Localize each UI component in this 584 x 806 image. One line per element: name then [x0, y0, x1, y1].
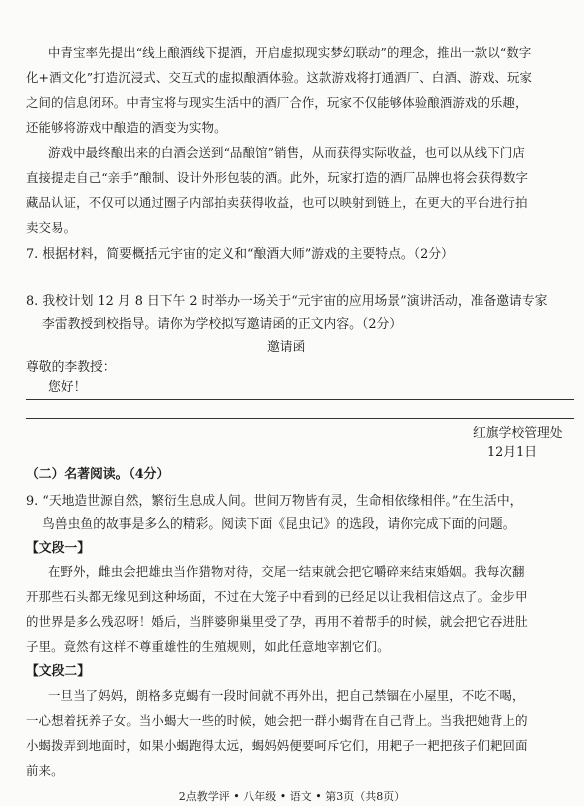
answer-line-1[interactable]: [26, 399, 574, 400]
question-9-line1: 9. “天地造世源自然，繁衍生息成人间。世间万物皆有灵，生命相依缘相伴。”在生活中，: [26, 494, 523, 509]
letter-signature: 红旗学校管理处: [473, 426, 563, 441]
material-para1-line4: 还能够将游戏中酿造的酒变为实物。: [26, 120, 227, 135]
excerpt-1-line4: 子里。竟然有这样不尊重雄性的生殖规则，如此任意地宰割它们。: [26, 639, 390, 654]
excerpt-2-line2: 一心想着抚养子女。当小蝎大一些的时候，她会把一群小蝎背在自己背上。当我把她背上的: [26, 713, 528, 728]
letter-greeting: 您好！: [48, 380, 87, 395]
material-para2-line2: 直接提走自己“亲手”酿制、设计外形包装的酒。此外，玩家打造的酒厂品牌也将会获得数字: [26, 170, 529, 185]
excerpt-1-line1: 在野外，雌虫会把雄虫当作猎物对待，交尾一结束就会把它嚼碎来结束婚姻。我每次翻: [48, 564, 525, 579]
material-para1-line1: 中青宝率先提出“线上酿酒线下提酒，开启虚拟现实梦幻联动”的理念，推出一款以“数字: [48, 45, 532, 60]
material-para2-line4: 卖交易。: [26, 220, 77, 235]
question-9-line2: 鸟兽虫鱼的故事是多么的精彩。阅读下面《昆虫记》的选段，请你完成下面的问题。: [42, 517, 516, 532]
section-heading: （二）名著阅读。（4分）: [26, 467, 170, 482]
question-8-line2: 李雷教授到校指导。请你为学校拟写邀请函的正文内容。（2分）: [42, 317, 403, 332]
material-para1-line2: 化+酒文化”打造沉浸式、交互式的虚拟酿酒体验。这款游戏将打通酒厂、白酒、游戏、玩家: [26, 70, 533, 85]
answer-line-2[interactable]: [26, 418, 574, 419]
letter-date: 12月1日: [487, 445, 538, 460]
material-para1-line3: 之间的信息闭环。中青宝将与现实生活中的酒厂合作，玩家不仅能够体验酿酒游戏的乐趣，: [26, 95, 528, 110]
page-footer: 2点教学评 • 八年级 • 语文 • 第3页（共8页）: [178, 790, 406, 803]
excerpt-1-line3: 的世界是多么残忍呀！婚后，当胖婆卵巢里受了孕，再用不着帮手的时候，就会把它吞进肚: [26, 614, 528, 629]
excerpt-1-line2: 开那些石头都无缘见到这种场面，不过在大笼子中看到的已经足以让我相信这点了。金步甲: [26, 589, 528, 604]
letter-salutation: 尊敬的李教授：: [26, 360, 116, 375]
excerpt-1-label: 【文段一】: [26, 541, 90, 556]
material-para2-line3: 藏品认证，不仅可以通过圈子内部拍卖获得收益，也可以映射到链上，在更大的平台进行拍: [26, 195, 528, 210]
excerpt-2-label: 【文段二】: [26, 664, 90, 679]
excerpt-2-line1: 一旦当了妈妈，朗格多克蝎有一段时间就不再外出，把自己禁锢在小屋里，不吃不喝，: [48, 688, 525, 703]
question-8-line1: 8. 我校计划 12 月 8 日下午 2 时举办一场关于“元宇宙的应用场景”演讲活动，准备邀请专家: [26, 294, 548, 309]
excerpt-2-line3: 小蝎拨弄到地面时，如果小蝎跑得太远，蝎妈妈便要呵斥它们，用耙子一耙把孩子们耙回面: [26, 738, 528, 753]
material-para2-line1: 游戏中最终酿出来的白酒会送到“品酿馆”销售，从而获得实际收益，也可以从线下门店: [48, 145, 525, 160]
question-7: 7. 根据材料，简要概括元宇宙的定义和“酿酒大师”游戏的主要特点。（2分）: [26, 247, 454, 262]
letter-title: 邀请函: [267, 340, 306, 355]
excerpt-2-line4: 前来。: [26, 763, 64, 778]
